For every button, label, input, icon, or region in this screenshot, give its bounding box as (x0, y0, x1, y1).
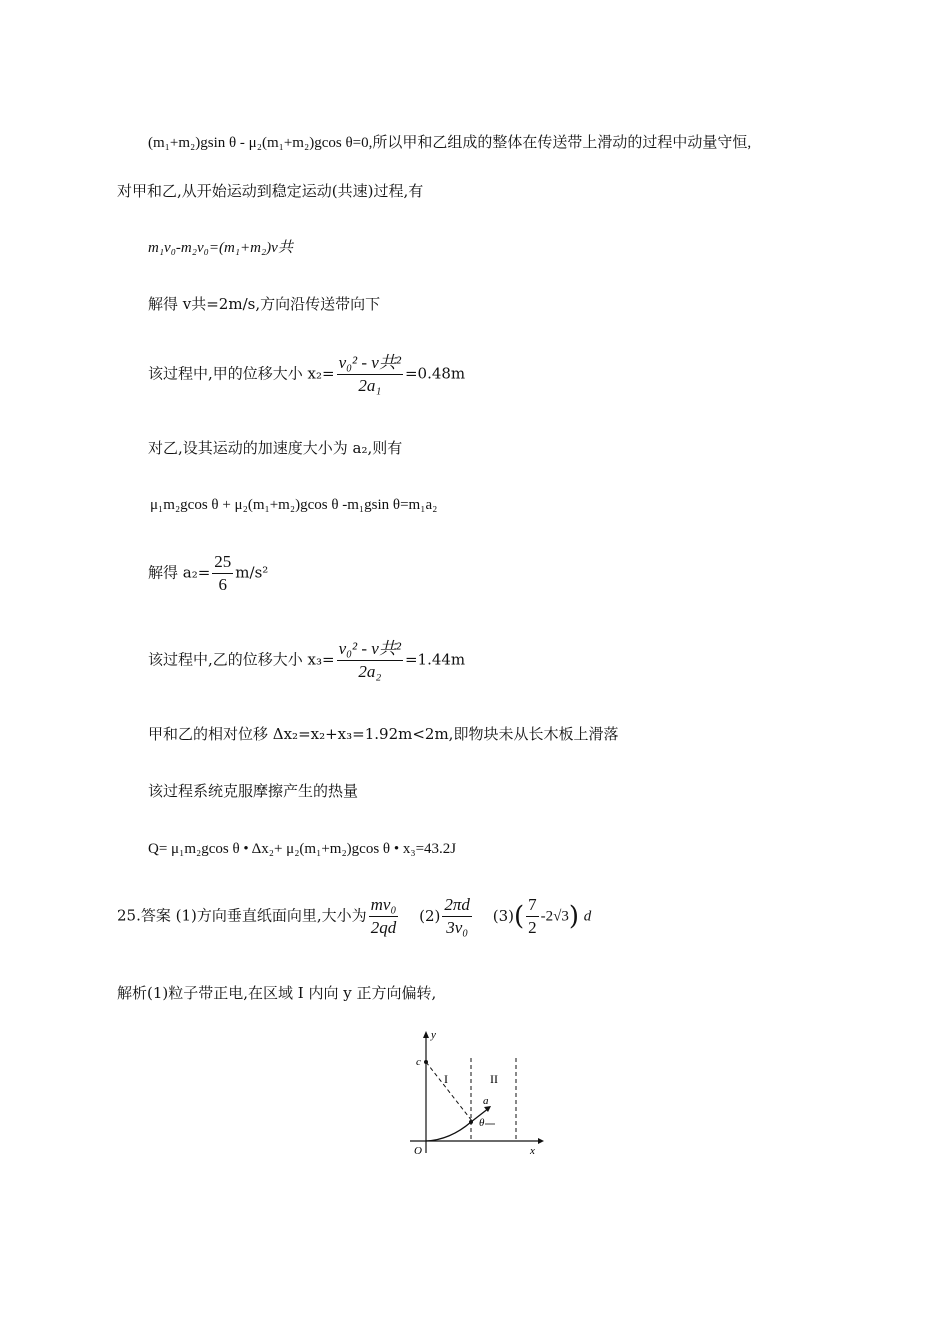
fraction-x2-den: 2a₁ (358, 376, 382, 395)
fraction-a2-den: 6 (218, 575, 228, 594)
point-a (469, 1120, 473, 1124)
equation-line-3: m₁v₀-m₂v₀=(m₁+m₂)v共 (148, 240, 293, 256)
line9-prefix: 该过程中,乙的位移大小 x₃= (148, 650, 335, 669)
line8-prefix: 解得 a₂= (148, 563, 211, 582)
region-1-label: I (444, 1072, 448, 1086)
text-line-9 (148, 638, 465, 683)
line5-suffix: =0.48m (404, 364, 466, 383)
fraction-answer-2-den: 3v₀ (446, 918, 469, 937)
origin-label: O (414, 1145, 422, 1157)
text-line-4: 解得 v共=2m/s,方向沿传送带向下 (148, 295, 381, 313)
y-axis-label: y (431, 1029, 436, 1041)
fraction-x3 (337, 638, 403, 683)
paren-left: ( (513, 901, 525, 932)
equation-line-12: Q= μ₁m₂gcos θ • Δx₂+ μ₂(m₁+m₂)gcos θ • x₃=43.2J (148, 841, 457, 857)
text-line-5 (148, 352, 465, 397)
fraction-x3-num: v₀² - v共² (337, 638, 403, 661)
x-axis-label: x (530, 1145, 535, 1157)
answer-part2-label: (2) (419, 906, 441, 925)
fraction-answer-2-num: 2πd (442, 894, 472, 917)
fraction-answer-1 (369, 894, 399, 939)
point-c (424, 1060, 428, 1064)
answer-part3-suffix: d (583, 908, 592, 925)
fraction-x3-den: 2a₂ (358, 662, 382, 681)
fraction-answer-3 (526, 894, 539, 939)
answer-part3-rest: -2√3 (540, 908, 569, 925)
text-line-6: 对乙,设其运动的加速度大小为 a₂,则有 (148, 439, 403, 457)
fraction-answer-1-den: 2qd (370, 918, 397, 937)
point-a-label: a (483, 1095, 489, 1107)
fraction-x2 (337, 352, 403, 397)
line8-suffix: m/s² (235, 563, 269, 582)
y-axis-arrow (423, 1031, 429, 1038)
dashed-line-c-a (426, 1062, 472, 1121)
line9-suffix: =1.44m (404, 650, 466, 669)
fraction-a2 (212, 551, 233, 596)
paren-right: ) (568, 901, 580, 932)
fraction-answer-3-num: 7 (526, 894, 539, 917)
fraction-x2-num: v₀² - v共² (337, 352, 403, 375)
fraction-answer-1-num: mv₀ (369, 894, 399, 917)
answer-part3-label: (3) (492, 906, 514, 925)
particle-trajectory-figure (405, 1028, 545, 1158)
equation-line-7: μ₁m₂gcos θ + μ₂(m₁+m₂)gcos θ -m₁gsin θ=m₁a₂ (150, 497, 438, 513)
text-line-11: 该过程系统克服摩擦产生的热量 (148, 782, 359, 800)
text-line-2: 对甲和乙,从开始运动到稳定运动(共速)过程,有 (117, 182, 424, 200)
fraction-answer-3-den: 2 (528, 918, 537, 937)
fraction-answer-2 (442, 894, 472, 939)
point-c-label: c (416, 1056, 421, 1068)
theta-label: θ (479, 1117, 485, 1129)
text-line-8 (148, 551, 268, 596)
answer-prefix: 25.答案 (1)方向垂直纸面向里,大小为 (117, 906, 367, 925)
region-2-label: II (490, 1072, 498, 1086)
answer-line-25 (117, 894, 591, 939)
fraction-a2-num: 25 (212, 551, 233, 574)
equation-line-1: (m₁+m₂)gsin θ - μ₂(m₁+m₂)gcos θ=0,所以甲和乙组成的整体在传送带上滑动的过程中动量守恒, (148, 135, 752, 151)
line5-prefix: 该过程中,甲的位移大小 x₂= (148, 364, 335, 383)
text-line-14: 解析(1)粒子带正电,在区域 I 内向 y 正方向偏转, (117, 984, 437, 1002)
text-line-10: 甲和乙的相对位移 Δx₂=x₂+x₃=1.92m<2m,即物块未从长木板上滑落 (148, 725, 619, 743)
x-axis-arrow (538, 1138, 544, 1144)
